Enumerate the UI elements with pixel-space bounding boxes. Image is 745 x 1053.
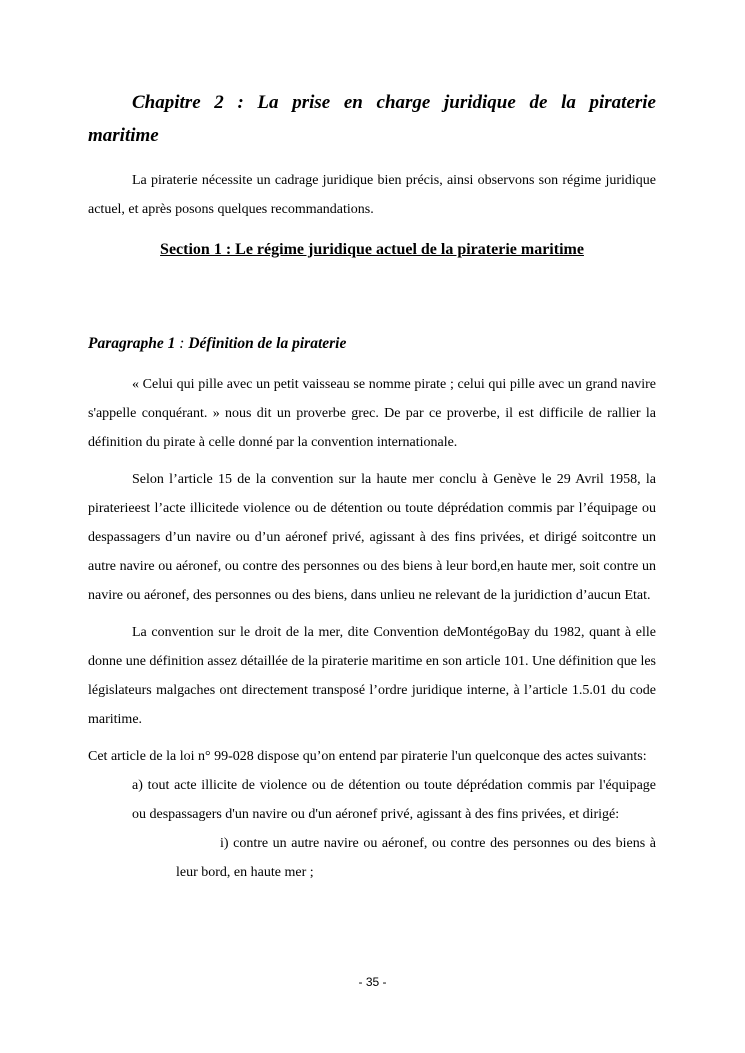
loi-paragraph: Cet article de la loi n° 99-028 dispose qu’on entend par piraterie l'un quelconque des actes suivants: — [88, 749, 647, 764]
page-number: - 35 - — [358, 975, 387, 989]
paragraph-title-text: Définition de la piraterie — [188, 335, 347, 352]
paragraph-title — [88, 332, 656, 356]
list-item-i: i) contre un autre navire ou aéronef, ou contre des personnes ou des biens à leur bord, en haute mer ; — [176, 836, 656, 880]
article15-paragraph: Selon l’article 15 de la convention sur la haute mer conclu à Genève le 29 Avril 1958, la piraterieest l’acte illicitede violence ou de détention ou toute déprédation commis par l’équipage ou despassagers d’un navire ou d’un aéronef privé, agissant à des fins privées, et dirigé soitcontre un autre navire ou aéronef, ou contre des personnes ou des biens à leur bord,en haute mer, soit contre un navire ou aéronef, des personnes ou des biens, dans unlieu ne relevant de la juridiction d’aucun Etat. — [88, 472, 656, 603]
chapter-title: Chapitre 2 : La prise en charge juridique de la piraterie maritime — [88, 92, 656, 146]
list-item-a: a) tout acte illicite de violence ou de détention ou toute déprédation commis par l'équipage ou despassagers d'un navire ou d'un aéronef privé, agissant à des fins privées, et dirigé: — [132, 778, 656, 822]
convention-paragraph: La convention sur le droit de la mer, dite Convention deMontégoBay du 1982, quant à elle donne une définition assez détaillée de la piraterie maritime en son article 101. Une définition que les législateurs malgaches ont directement transposé l’ordre juridique interne, à l’article 1.5.01 du code maritime. — [88, 625, 656, 727]
page-content — [88, 86, 656, 887]
section-title: Section 1 : Le régime juridique actuel de la piraterie maritime — [160, 241, 584, 258]
intro-paragraph: La piraterie nécessite un cadrage juridique bien précis, ainsi observons son régime juridique actuel, et après posons quelques recommandations. — [88, 173, 656, 217]
paragraph-title-colon: : — [179, 335, 185, 352]
paragraph-title-label: Paragraphe 1 — [88, 335, 176, 352]
quote-paragraph: « Celui qui pille avec un petit vaisseau se nomme pirate ; celui qui pille avec un grand navire s'appelle conquérant. » nous dit un proverbe grec. De par ce proverbe, il est difficile de rallier la définition du pirate à celle donné par la convention internationale. — [88, 377, 656, 450]
